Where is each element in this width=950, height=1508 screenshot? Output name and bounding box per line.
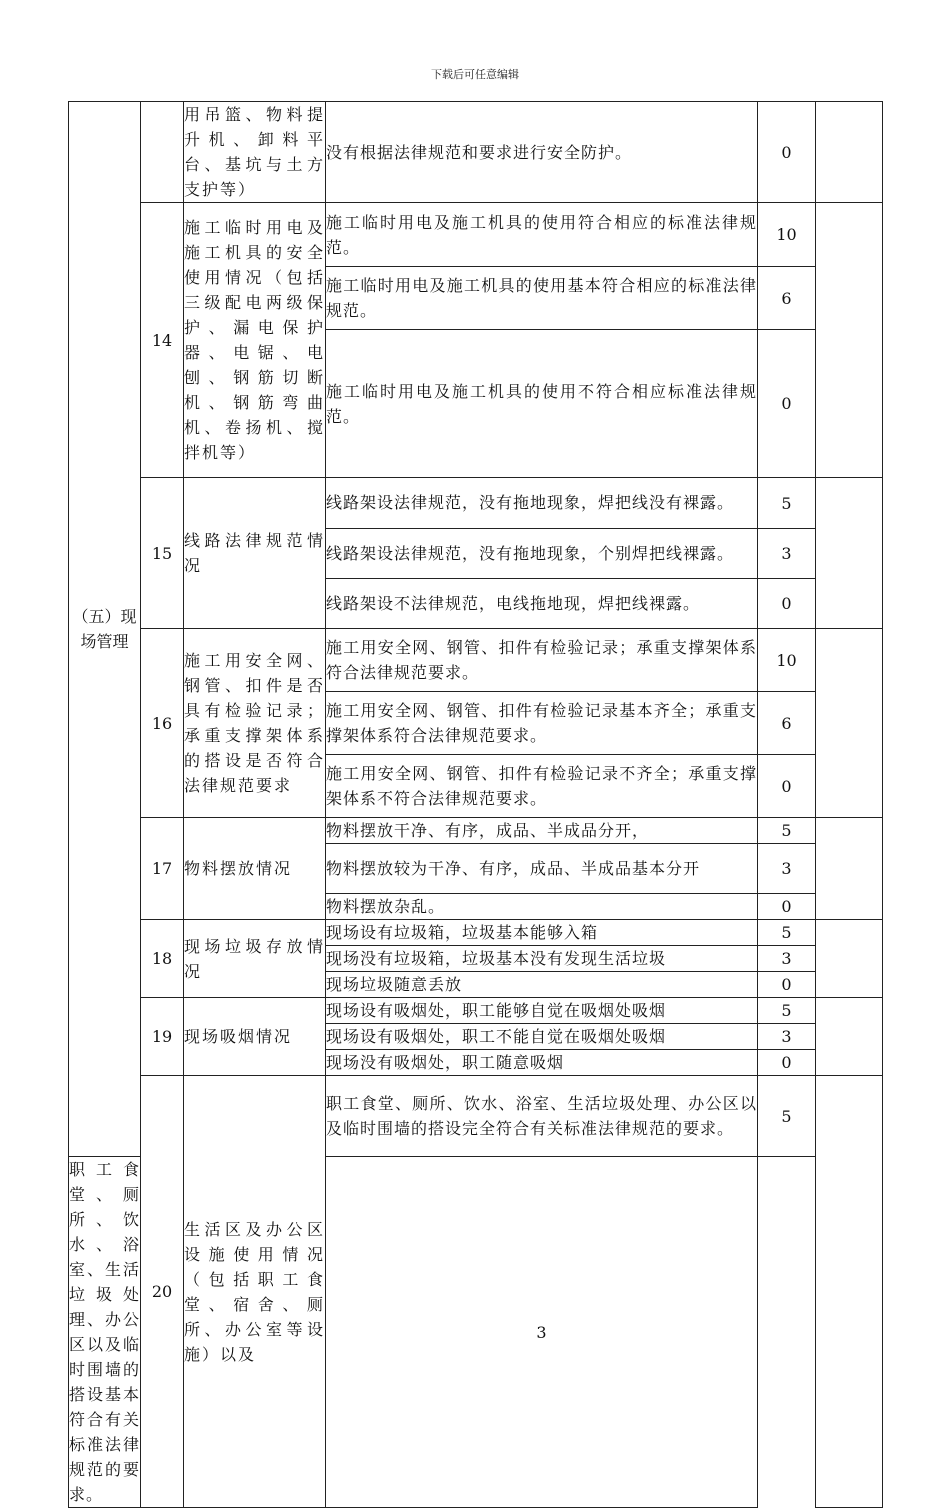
remark-cell — [816, 629, 883, 818]
table-row — [69, 1076, 883, 1157]
score-cell: 3 — [326, 1157, 758, 1508]
score-cell: 0 — [758, 972, 816, 998]
score-cell: 5 — [758, 1076, 816, 1157]
table-row — [69, 102, 883, 203]
score-cell: 5 — [758, 818, 816, 844]
score-cell: 3 — [758, 1024, 816, 1050]
score-cell: 0 — [758, 1050, 816, 1076]
score-cell: 10 — [758, 629, 816, 692]
item-cell: 物料摆放情况 — [184, 818, 326, 920]
score-cell: 3 — [758, 529, 816, 579]
row-number: 18 — [141, 920, 184, 998]
criteria-cell: 施工用安全网、钢管、扣件有检验记录基本齐全；承重支撑架体系符合法律规范要求。 — [326, 692, 758, 755]
remark-cell — [816, 102, 883, 203]
criteria-cell: 线路架设法律规范，没有拖地现象，焊把线没有裸露。 — [326, 478, 758, 529]
item-cell: 生活区及办公区设施使用情况（包括职工食堂、宿舍、厕所、办公室等设施）以及 — [184, 1076, 326, 1508]
table-row — [69, 920, 883, 946]
score-cell: 0 — [758, 755, 816, 818]
criteria-cell: 现场没有吸烟处，职工随意吸烟 — [326, 1050, 758, 1076]
criteria-cell: 没有根据法律规范和要求进行安全防护。 — [326, 102, 758, 203]
remark-cell — [816, 998, 883, 1076]
criteria-cell: 物料摆放较为干净、有序，成品、半成品基本分开 — [326, 844, 758, 894]
criteria-cell: 现场没有垃圾箱，垃圾基本没有发现生活垃圾 — [326, 946, 758, 972]
criteria-cell: 现场设有吸烟处，职工能够自觉在吸烟处吸烟 — [326, 998, 758, 1024]
score-cell: 10 — [758, 203, 816, 267]
criteria-cell: 施工临时用电及施工机具的使用符合相应的标准法律规范。 — [326, 203, 758, 267]
criteria-cell: 职工食堂、厕所、饮水、浴室、生活垃圾处理、办公区以及临时围墙的搭设完全符合有关标准法律规范的要求。 — [326, 1076, 758, 1157]
table-row — [69, 629, 883, 692]
item-cell: 施工用安全网、钢管、扣件是否具有检验记录；承重支撑架体系的搭设是否符合法律规范要求 — [184, 629, 326, 818]
score-cell: 3 — [758, 844, 816, 894]
row-number — [141, 102, 184, 203]
score-cell: 5 — [758, 998, 816, 1024]
table-row — [69, 998, 883, 1024]
remark-cell — [816, 478, 883, 629]
row-number: 14 — [141, 203, 184, 478]
row-number: 19 — [141, 998, 184, 1076]
score-cell: 0 — [758, 894, 816, 920]
criteria-cell: 施工用安全网、钢管、扣件有检验记录；承重支撑架体系符合法律规范要求。 — [326, 629, 758, 692]
category-cell: （五）现场管理 — [69, 102, 141, 1157]
criteria-cell: 施工临时用电及施工机具的使用基本符合相应的标准法律规范。 — [326, 267, 758, 330]
item-cell: 用吊篮、物料提升机、卸料平台、基坑与土方支护等） — [184, 102, 326, 203]
row-number: 15 — [141, 478, 184, 629]
score-cell: 6 — [758, 692, 816, 755]
score-cell: 5 — [758, 920, 816, 946]
item-cell: 现场吸烟情况 — [184, 998, 326, 1076]
table-row — [69, 203, 883, 267]
page-header: 下载后可任意编辑 — [431, 68, 519, 81]
criteria-cell: 现场设有吸烟处，职工不能自觉在吸烟处吸烟 — [326, 1024, 758, 1050]
row-number: 16 — [141, 629, 184, 818]
row-number: 20 — [141, 1076, 184, 1508]
table-row — [69, 818, 883, 844]
table-row — [69, 478, 883, 529]
remark-cell — [816, 203, 883, 478]
score-cell: 3 — [758, 946, 816, 972]
criteria-cell: 线路架设法律规范，没有拖地现象，个别焊把线裸露。 — [326, 529, 758, 579]
criteria-cell: 现场设有垃圾箱，垃圾基本能够入箱 — [326, 920, 758, 946]
score-cell: 0 — [758, 102, 816, 203]
score-cell: 6 — [758, 267, 816, 330]
remark-cell — [816, 818, 883, 920]
item-cell: 现场垃圾存放情况 — [184, 920, 326, 998]
item-cell: 施工临时用电及施工机具的安全使用情况（包括三级配电两级保护、漏电保护器、电锯、电刨、钢筋切断机、钢筋弯曲机、卷扬机、搅拌机等） — [184, 203, 326, 478]
remark-cell — [816, 1076, 883, 1508]
criteria-cell: 施工临时用电及施工机具的使用不符合相应标准法律规范。 — [326, 330, 758, 478]
criteria-cell: 物料摆放干净、有序，成品、半成品分开， — [326, 818, 758, 844]
criteria-cell: 现场垃圾随意丢放 — [326, 972, 758, 998]
score-cell: 0 — [758, 579, 816, 629]
remark-cell — [816, 920, 883, 998]
criteria-cell: 物料摆放杂乱。 — [326, 894, 758, 920]
inspection-table — [68, 101, 883, 1508]
criteria-cell: 线路架设不法律规范，电线拖地现，焊把线裸露。 — [326, 579, 758, 629]
item-cell: 线路法律规范情况 — [184, 478, 326, 629]
score-cell: 0 — [758, 330, 816, 478]
score-cell: 5 — [758, 478, 816, 529]
row-number: 17 — [141, 818, 184, 920]
criteria-cell: 职工食堂、厕所、饮水、浴室、生活垃圾处理、办公区以及临时围墙的搭设基本符合有关标准法律规范的要求。 — [69, 1157, 141, 1508]
criteria-cell: 施工用安全网、钢管、扣件有检验记录不齐全；承重支撑架体系不符合法律规范要求。 — [326, 755, 758, 818]
